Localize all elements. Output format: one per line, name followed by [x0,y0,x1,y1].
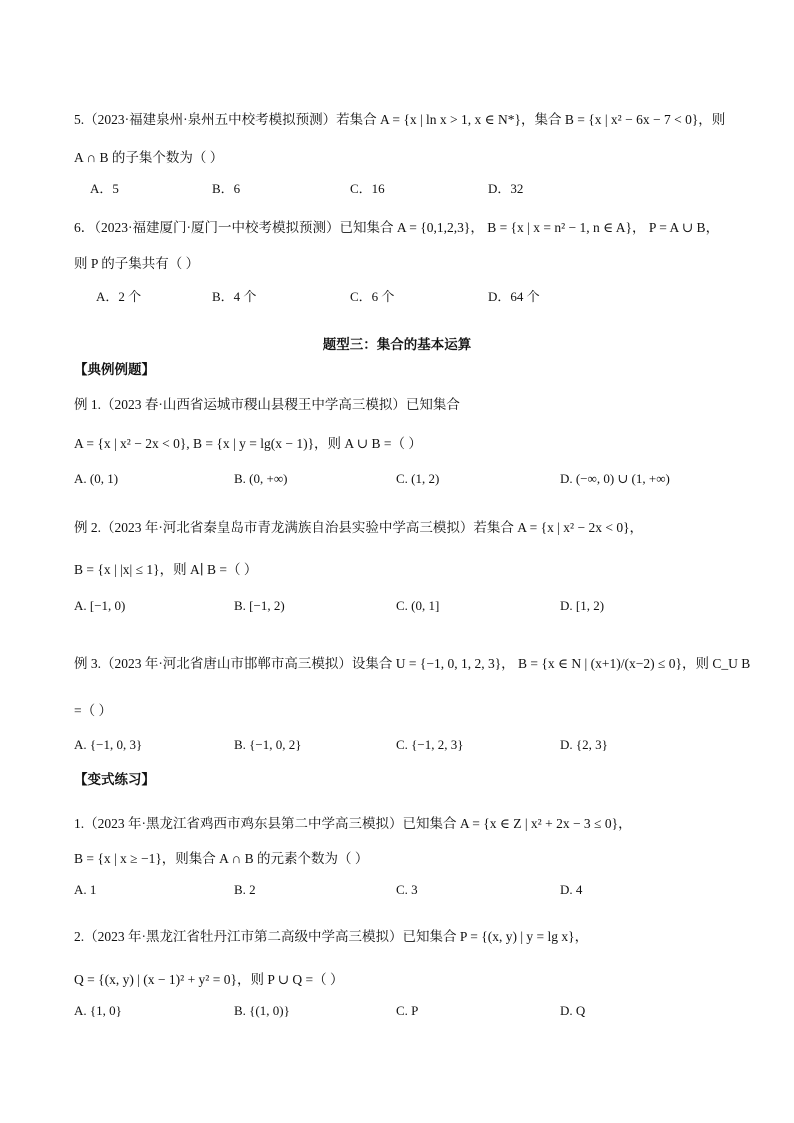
ex3-stem-line1: 例 3.（2023 年·河北省唐山市邯郸市高三模拟）设集合 U = {−1, 0, 1, 2, 3}， B = {x ∈ N | (x+1)/(x−2) ≤ 0}，则 C_U B [74,656,751,671]
ex1-stem-line1: 例 1.（2023 春·山西省运城市稷山县稷王中学高三模拟）已知集合 [74,397,460,412]
ex2-option-d[interactable]: D. [1, 2) [560,598,605,613]
ex3-option-c[interactable]: C. {−1, 2, 3} [396,737,464,752]
p1-stem-line1: 1.（2023 年·黑龙江省鸡西市鸡东县第二中学高三模拟）已知集合 A = {x ∈ Z | x² + 2x − 3 ≤ 0}， [74,816,632,831]
practice-heading: 【变式练习】 [74,772,155,787]
ex1-option-a[interactable]: A. (0, 1) [74,471,119,486]
q5-stem-line2: A ∩ B 的子集个数为（ ） [74,150,224,165]
p1-option-a[interactable]: A. 1 [74,882,97,897]
q5-option-d[interactable]: D．32 [488,181,524,196]
ex1-option-b[interactable]: B. (0, +∞) [234,471,288,486]
section-title: 题型三：集合的基本运算 [322,337,472,352]
q5-option-a[interactable]: A．5 [90,181,119,196]
q5-stem-line1: 5.（2023·福建泉州·泉州五中校考模拟预测）若集合 A = {x | ln x > 1, x ∈ N*}，集合 B = {x | x² − 6x − 7 < 0}，则 [74,112,726,127]
ex2-stem-line1: 例 2.（2023 年·河北省秦皇岛市青龙满族自治县实验中学高三模拟）若集合 A = {x | x² − 2x < 0}， [74,520,644,535]
ex2-option-a[interactable]: A. [−1, 0) [74,598,126,613]
p1-stem-line2: B = {x | x ≥ −1}，则集合 A ∩ B 的元素个数为（ ） [74,851,369,866]
q6-option-c[interactable]: C．6 个 [350,289,395,304]
ex2-option-b[interactable]: B. [−1, 2) [234,598,285,613]
p2-option-d[interactable]: D. Q [560,1003,586,1018]
example-heading: 【典例例题】 [74,362,155,377]
ex1-option-d[interactable]: D. (−∞, 0) ∪ (1, +∞) [560,471,670,486]
p2-stem-line1: 2.（2023 年·黑龙江省牡丹江市第二高级中学高三模拟）已知集合 P = {(x, y) | y = lg x}， [74,929,589,944]
p1-option-b[interactable]: B. 2 [234,882,256,897]
q6-stem-line1: 6．（2023·福建厦门·厦门一中校考模拟预测）已知集合 A = {0,1,2,3}， B = {x | x = n² − 1, n ∈ A}， P = A ∪ B， [74,220,720,235]
ex3-option-d[interactable]: D. {2, 3} [560,737,608,752]
ex3-option-a[interactable]: A. {−1, 0, 3} [74,737,143,752]
q6-option-d[interactable]: D．64 个 [488,289,540,304]
ex2-option-c[interactable]: C. (0, 1] [396,598,440,613]
q5-option-b[interactable]: B．6 [212,181,241,196]
q6-stem-line2: 则 P 的子集共有（ ） [74,256,200,271]
ex2-stem-line2: B = {x | |x| ≤ 1}，则 A∣ B =（ ） [74,562,258,577]
p1-option-c[interactable]: C. 3 [396,882,418,897]
p2-stem-line2: Q = {(x, y) | (x − 1)² + y² = 0}，则 P ∪ Q =（ ） [74,972,344,987]
p2-option-a[interactable]: A. {1, 0} [74,1003,122,1018]
q6-option-b[interactable]: B．4 个 [212,289,257,304]
p2-option-c[interactable]: C. P [396,1003,419,1018]
q5-option-c[interactable]: C．16 [350,181,385,196]
p2-option-b[interactable]: B. {(1, 0)} [234,1003,290,1018]
q6-option-a[interactable]: A．2 个 [96,289,142,304]
ex1-stem-line2: A = {x | x² − 2x < 0}, B = {x | y = lg(x − 1)}，则 A ∪ B =（ ） [74,436,422,451]
p1-option-d[interactable]: D. 4 [560,882,583,897]
ex3-option-b[interactable]: B. {−1, 0, 2} [234,737,302,752]
ex3-stem-line2: =（ ） [74,703,112,718]
ex1-option-c[interactable]: C. (1, 2) [396,471,440,486]
